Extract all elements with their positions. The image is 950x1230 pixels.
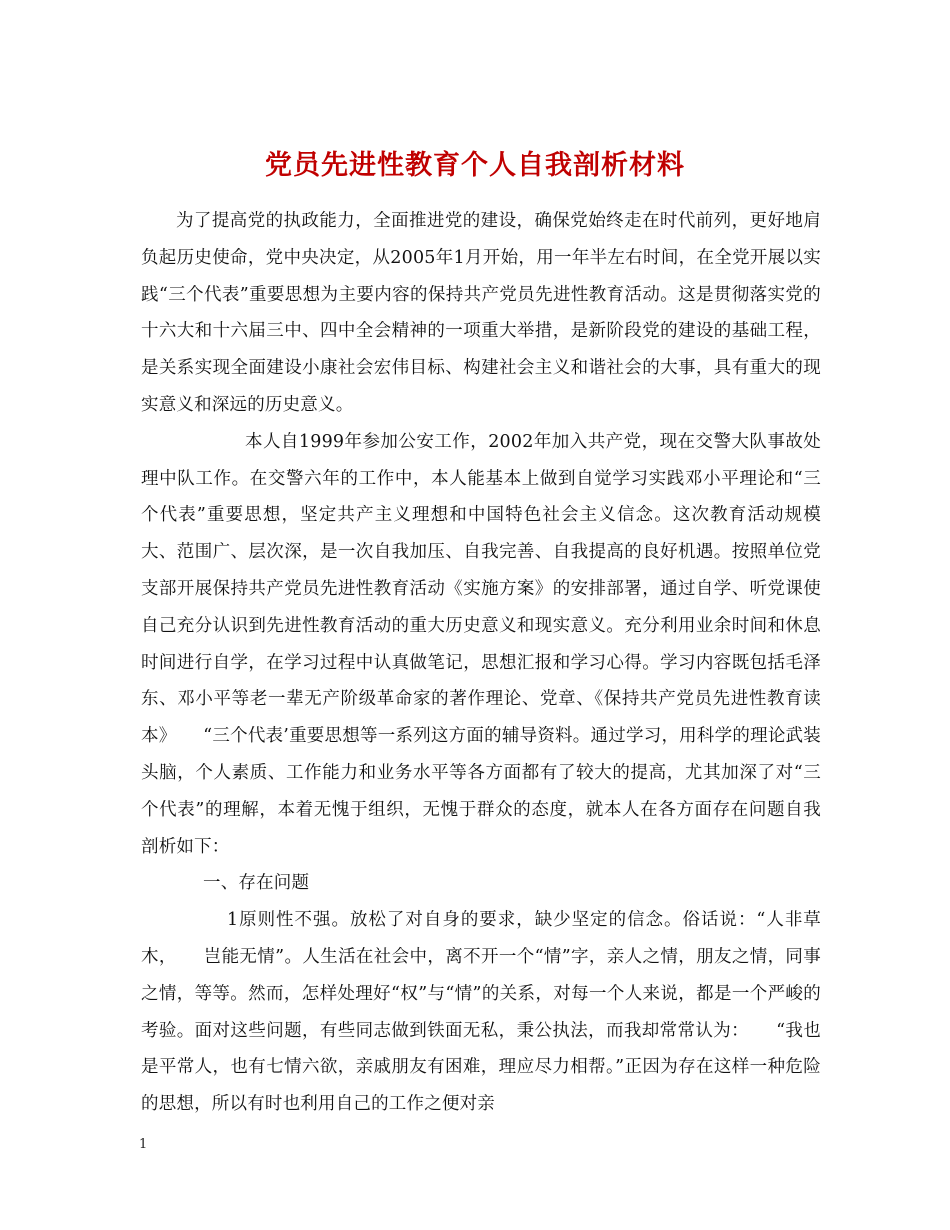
- document-body: [141, 203, 821, 1123]
- paragraph-intro: 为了提高党的执政能力，全面推进党的建设，确保党始终走在时代前列，更好地肩负起历史使命，党中央决定，从2005年1月开始，用一年半左右时间，在全党开展以实践“三个代表”重要思想为主要内容的保持共产党员先进性教育活动。这是贯彻落实党的十六大和十六届三中、四中全会精神的一项重大举措，是新阶段党的建设的基础工程，是关系实现全面建设小康社会宏伟目标、构建社会主义和谐社会的大事，具有重大的现实意义和深远的历史意义。: [141, 211, 821, 415]
- section-heading-existing-problems: 一、存在问题: [203, 873, 310, 894]
- document-title: 党员先进性教育个人自我剖析材料: [265, 150, 685, 182]
- paragraph-problem-one: 1原则性不强。放松了对自身的要求，缺少坚定的信念。俗话说：“人非草木， 岂能无情”。人生活在社会中，离不开一个“情”字，亲人之情，朋友之情，同事之情，等等。然而，怎样处理好“权”与“情”的关系，对每一个人来说，都是一个严峻的考验。面对这些问题，有些同志做到铁面无私，秉公执法，而我却常常认为： “我也是平常人，也有七情六欲，亲戚朋友有困难，理应尽力相帮。”正因为存在这样一种危险的思想，所以有时也利用自己的工作之便对亲: [141, 910, 821, 1115]
- page-number: 1: [139, 1137, 148, 1152]
- paragraph-personal-background: 本人自1999年参加公安工作，2002年加入共产党，现在交警大队事故处理中队工作。在交警六年的工作中，本人能基本上做到自觉学习实践邓小平理论和“三个代表”重要思想，坚定共产主义理想和中国特色社会主义信念。这次教育活动规模大、范围广、层次深，是一次自我加压、自我完善、自我提高的良好机遇。按照单位党支部开展保持共产党员先进性教育活动《实施方案》的安排部署，通过自学、听党课使自己充分认识到先进性教育活动的重大历史意义和现实意义。充分利用业余时间和休息时间进行自学，在学习过程中认真做笔记，思想汇报和学习心得。学习内容既包括毛泽东、邓小平等老一辈无产阶级革命家的著作理论、党章、《保持共产党员先进性教育读本》 “三个代表’重要思想等一系列这方面的辅导资料。通过学习，用科学的理论武装头脑，个人素质、工作能力和业务水平等各方面都有了较大的提高，尤其加深了对“三个代表”的理解，本着无愧于组织，无愧于群众的态度，就本人在各方面存在问题自我剖析如下：: [141, 431, 821, 857]
